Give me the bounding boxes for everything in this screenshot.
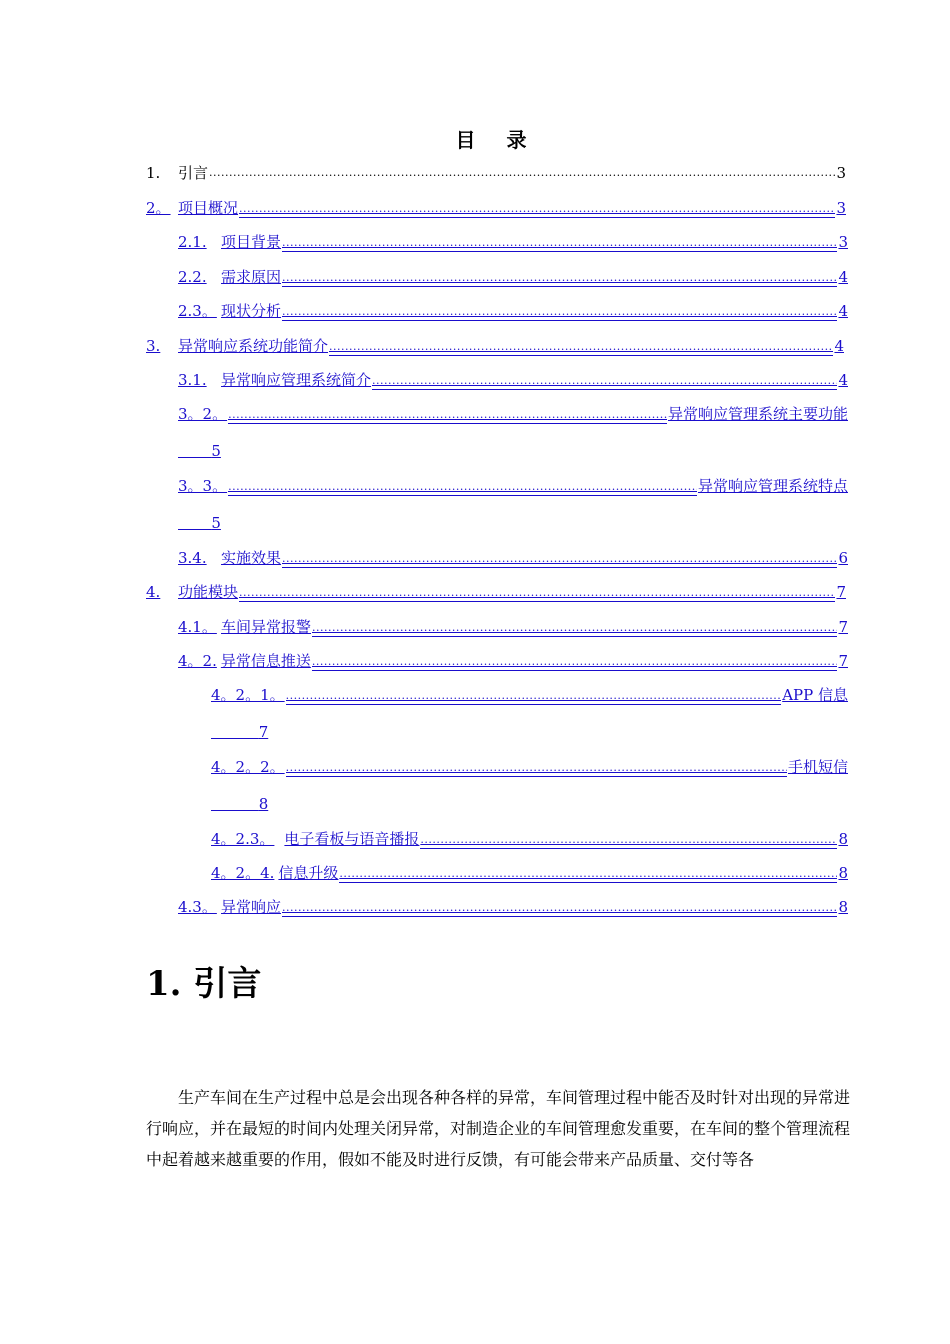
toc-entry-page: 7 xyxy=(838,652,848,670)
toc-entry-4-2[interactable] xyxy=(178,651,848,671)
toc-entry-4[interactable] xyxy=(146,582,846,602)
toc-entry-3-1[interactable] xyxy=(178,370,848,390)
toc-entry-4-2-1[interactable] xyxy=(211,685,848,705)
section-heading: 1. 引言 xyxy=(146,964,262,1004)
toc-leader xyxy=(282,302,837,321)
toc-entry-page: 5 xyxy=(211,514,221,532)
toc-entry-page: 3 xyxy=(836,164,846,182)
toc-leader xyxy=(339,864,837,883)
toc-entry-number: 4.1。 xyxy=(178,618,217,636)
toc-entry-number: 4.3。 xyxy=(178,898,217,916)
toc-entry-3-4[interactable] xyxy=(178,548,848,568)
toc-entry-4-2-1-page[interactable] xyxy=(211,722,268,742)
toc-entry-page: 8 xyxy=(838,864,848,882)
toc-entry-3-3-page[interactable] xyxy=(178,513,221,533)
toc-entry-page-indent xyxy=(211,795,259,813)
toc-entry-page: 7 xyxy=(258,723,269,741)
toc-entry-4-3[interactable] xyxy=(178,897,848,917)
toc-entry-page: 3 xyxy=(838,233,848,251)
toc-entry-number: 3.4. xyxy=(178,549,207,567)
toc-entry-text: 异常响应 xyxy=(221,898,282,916)
toc-leader xyxy=(372,371,837,390)
toc-entry-text: 异常响应管理系统特点 xyxy=(697,477,848,495)
toc-entry-page-indent xyxy=(178,514,211,532)
toc-leader xyxy=(282,268,837,287)
toc-leader xyxy=(286,686,782,705)
toc-entry-4-2-3[interactable] xyxy=(211,829,848,849)
body-paragraph: 生产车间在生产过程中总是会出现各种各样的异常，车间管理过程中能否及时针对出现的异常进行响应，并在最短的时间内处理关闭异常，对制造企业的车间管理愈发重要，在车间的整个管理流程中起着越来越重要的作用，假如不能及时进行反馈，有可能会带来产品质量、交付等各 xyxy=(146,1088,851,1169)
toc-entry-2[interactable] xyxy=(146,198,846,218)
toc-entry-text: 车间异常报警 xyxy=(221,618,312,636)
toc-entry-text: 需求原因 xyxy=(221,268,282,286)
toc-entry-2-3[interactable] xyxy=(178,301,848,321)
toc-entry-text: 信息升级 xyxy=(278,864,339,882)
toc-entry-text: 项目背景 xyxy=(221,233,282,251)
toc-entry-page: 8 xyxy=(258,795,269,813)
toc-entry-number: 3。2。 xyxy=(178,405,228,423)
toc-entry-number: 4。2。2。 xyxy=(211,758,285,776)
toc-leader xyxy=(312,618,837,637)
toc-entry-3[interactable] xyxy=(146,336,844,356)
toc-leader xyxy=(239,199,835,218)
toc-entry-page: 7 xyxy=(836,583,846,601)
toc-leader xyxy=(239,583,835,602)
toc-entry-text: 引言 xyxy=(178,164,209,182)
toc-entry-page: 6 xyxy=(838,549,848,567)
toc-entry-2-1[interactable] xyxy=(178,232,848,252)
toc-entry-number: 2.3。 xyxy=(178,302,217,320)
toc-entry-number: 3. xyxy=(146,337,161,355)
toc-leader xyxy=(282,233,837,252)
toc-entry-4-2-2-page[interactable] xyxy=(211,794,268,814)
toc-entry-page-indent xyxy=(211,723,259,741)
toc-leader xyxy=(329,337,833,356)
toc-leader xyxy=(312,652,838,671)
toc-entry-text: 异常响应管理系统简介 xyxy=(221,371,372,389)
toc-leader xyxy=(209,163,835,183)
toc-entry-number: 3.1. xyxy=(178,371,207,389)
toc-leader xyxy=(282,549,837,568)
toc-entry-1[interactable] xyxy=(146,163,846,183)
toc-entry-3-2[interactable] xyxy=(178,404,848,424)
toc-entry-number: 4。2. xyxy=(178,652,217,670)
toc-entry-2-2[interactable] xyxy=(178,267,848,287)
toc-entry-number: 3。3。 xyxy=(178,477,228,495)
toc-entry-text: 项目概况 xyxy=(178,199,239,217)
toc-entry-text: 现状分析 xyxy=(221,302,282,320)
toc-entry-page: 7 xyxy=(838,618,848,636)
toc-leader xyxy=(286,758,787,777)
toc-entry-text: 功能模块 xyxy=(178,583,239,601)
toc-title: 目 录 xyxy=(455,128,539,152)
toc-entry-text: 异常信息推送 xyxy=(220,652,311,670)
toc-entry-text: APP 信息 xyxy=(782,686,848,704)
toc-entry-page: 3 xyxy=(836,199,846,217)
toc-entry-text: 实施效果 xyxy=(221,549,282,567)
toc-entry-4-1[interactable] xyxy=(178,617,848,637)
toc-entry-number: 2.1. xyxy=(178,233,207,251)
toc-entry-page: 4 xyxy=(838,268,848,286)
toc-entry-page: 5 xyxy=(211,442,221,460)
toc-entry-number: 4。2。1。 xyxy=(211,686,285,704)
toc-entry-number: 1. xyxy=(146,164,161,182)
toc-entry-number: 2。 xyxy=(146,199,171,217)
toc-leader xyxy=(228,477,697,496)
toc-entry-text: 异常响应管理系统主要功能 xyxy=(667,405,848,423)
toc-entry-text: 手机短信 xyxy=(787,758,848,776)
toc-entry-page: 4 xyxy=(838,371,848,389)
toc-leader xyxy=(420,830,837,849)
toc-entry-page: 4 xyxy=(838,302,848,320)
toc-entry-text: 异常响应系统功能简介 xyxy=(178,337,329,355)
toc-entry-number: 4。2。4. xyxy=(211,864,275,882)
toc-entry-3-3[interactable] xyxy=(178,476,848,496)
toc-entry-number: 4. xyxy=(146,583,161,601)
toc-entry-3-2-page[interactable] xyxy=(178,441,221,461)
toc-entry-number: 4。2.3。 xyxy=(211,830,275,848)
toc-entry-text: 电子看板与语音播报 xyxy=(284,830,420,848)
toc-entry-4-2-4[interactable] xyxy=(211,863,848,883)
toc-entry-page: 4 xyxy=(834,337,844,355)
toc-entry-page: 8 xyxy=(838,898,848,916)
toc-leader xyxy=(228,405,667,424)
toc-leader xyxy=(282,898,837,917)
toc-entry-page-indent xyxy=(178,442,211,460)
toc-entry-page: 8 xyxy=(838,830,848,848)
toc-entry-number: 2.2. xyxy=(178,268,207,286)
toc-entry-4-2-2[interactable] xyxy=(211,757,848,777)
